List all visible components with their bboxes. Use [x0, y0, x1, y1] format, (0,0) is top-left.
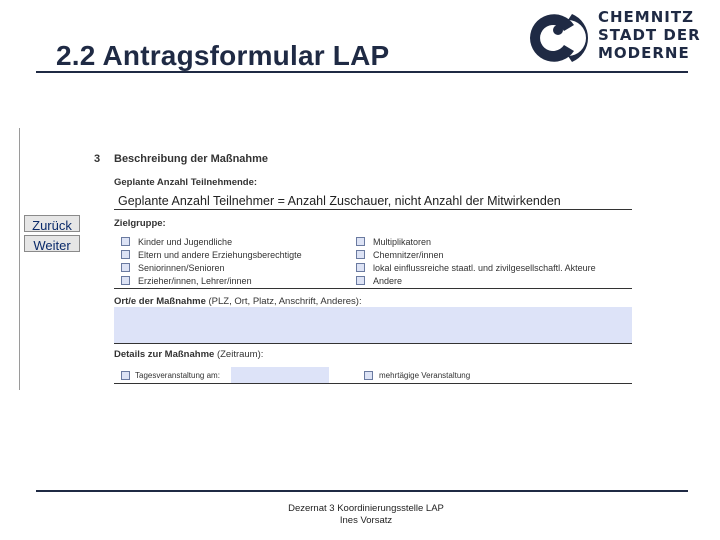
- checkbox-multiplikatoren[interactable]: [356, 237, 365, 246]
- back-button[interactable]: Zurück: [24, 215, 80, 232]
- checkbox-eltern[interactable]: [121, 250, 130, 259]
- logo-line-3: MODERNE: [598, 44, 690, 62]
- section-number: 3: [94, 153, 101, 165]
- checkbox-akteure[interactable]: [356, 263, 365, 272]
- checkbox-kinder[interactable]: [121, 237, 130, 246]
- checkbox-erzieher[interactable]: [121, 276, 130, 285]
- checkbox-label: Erzieher/innen, Lehrer/innen: [138, 276, 252, 286]
- footer-line-1: Dezernat 3 Koordinierungsstelle LAP: [288, 503, 444, 514]
- checkbox-chemnitzer[interactable]: [356, 250, 365, 259]
- footer: [0, 503, 720, 527]
- location-hint: (PLZ, Ort, Platz, Anschrift, Anderes):: [208, 296, 362, 307]
- footer-line-2: Ines Vorsatz: [339, 515, 393, 526]
- checkbox-label: Seniorinnen/Senioren: [138, 263, 225, 273]
- target-group-label: Zielgruppe:: [114, 218, 166, 229]
- slide-title: 2.2 Antragsformular LAP: [56, 40, 390, 71]
- footer-divider: [36, 490, 688, 492]
- form-left-border: [19, 128, 20, 390]
- location-input[interactable]: [114, 307, 632, 343]
- form-screenshot: [19, 128, 639, 390]
- section-title: Beschreibung der Maßnahme: [114, 153, 269, 165]
- multi-day-label: mehrtägige Veranstaltung: [379, 371, 471, 380]
- checkbox-label: Chemnitzer/innen: [373, 250, 444, 260]
- checkbox-label: Multiplikatoren: [373, 237, 432, 247]
- checkbox-label: Eltern und andere Erziehungsberechtigte: [138, 250, 302, 260]
- target-group-underline: [114, 288, 632, 289]
- participants-label: Geplante Anzahl Teilnehmende:: [114, 177, 258, 188]
- details-hint: (Zeitraum):: [216, 349, 264, 360]
- details-label: [114, 349, 263, 360]
- next-button[interactable]: Weiter: [24, 235, 80, 252]
- location-label: [114, 296, 362, 307]
- checkbox-label: Andere: [373, 276, 403, 286]
- details-label-text: Details zur Maßnahme: [114, 349, 215, 360]
- logo-line-2: STADT DER: [598, 26, 701, 44]
- checkbox-single-day[interactable]: [121, 371, 130, 380]
- location-label-text: Ort/e der Maßnahme: [114, 296, 206, 307]
- checkbox-senioren[interactable]: [121, 263, 130, 272]
- checkbox-label: lokal einflussreiche staatl. und zivilgesellschaftl. Akteure: [373, 263, 596, 273]
- single-day-label: Tagesveranstaltung am:: [135, 371, 220, 380]
- checkbox-label: Kinder und Jugendliche: [138, 237, 233, 247]
- location-underline: [114, 343, 632, 344]
- logo-line-1: CHEMNITZ: [598, 8, 694, 26]
- checkbox-andere[interactable]: [356, 276, 365, 285]
- participants-tooltip: Geplante Anzahl Teilnehmer = Anzahl Zuschauer, nicht Anzahl der Mitwirkenden: [114, 192, 632, 210]
- logo-wordmark: [598, 8, 701, 62]
- checkbox-multi-day[interactable]: [364, 371, 373, 380]
- single-day-date-input[interactable]: [231, 367, 329, 383]
- details-underline: [114, 383, 632, 384]
- title-divider: [36, 71, 688, 73]
